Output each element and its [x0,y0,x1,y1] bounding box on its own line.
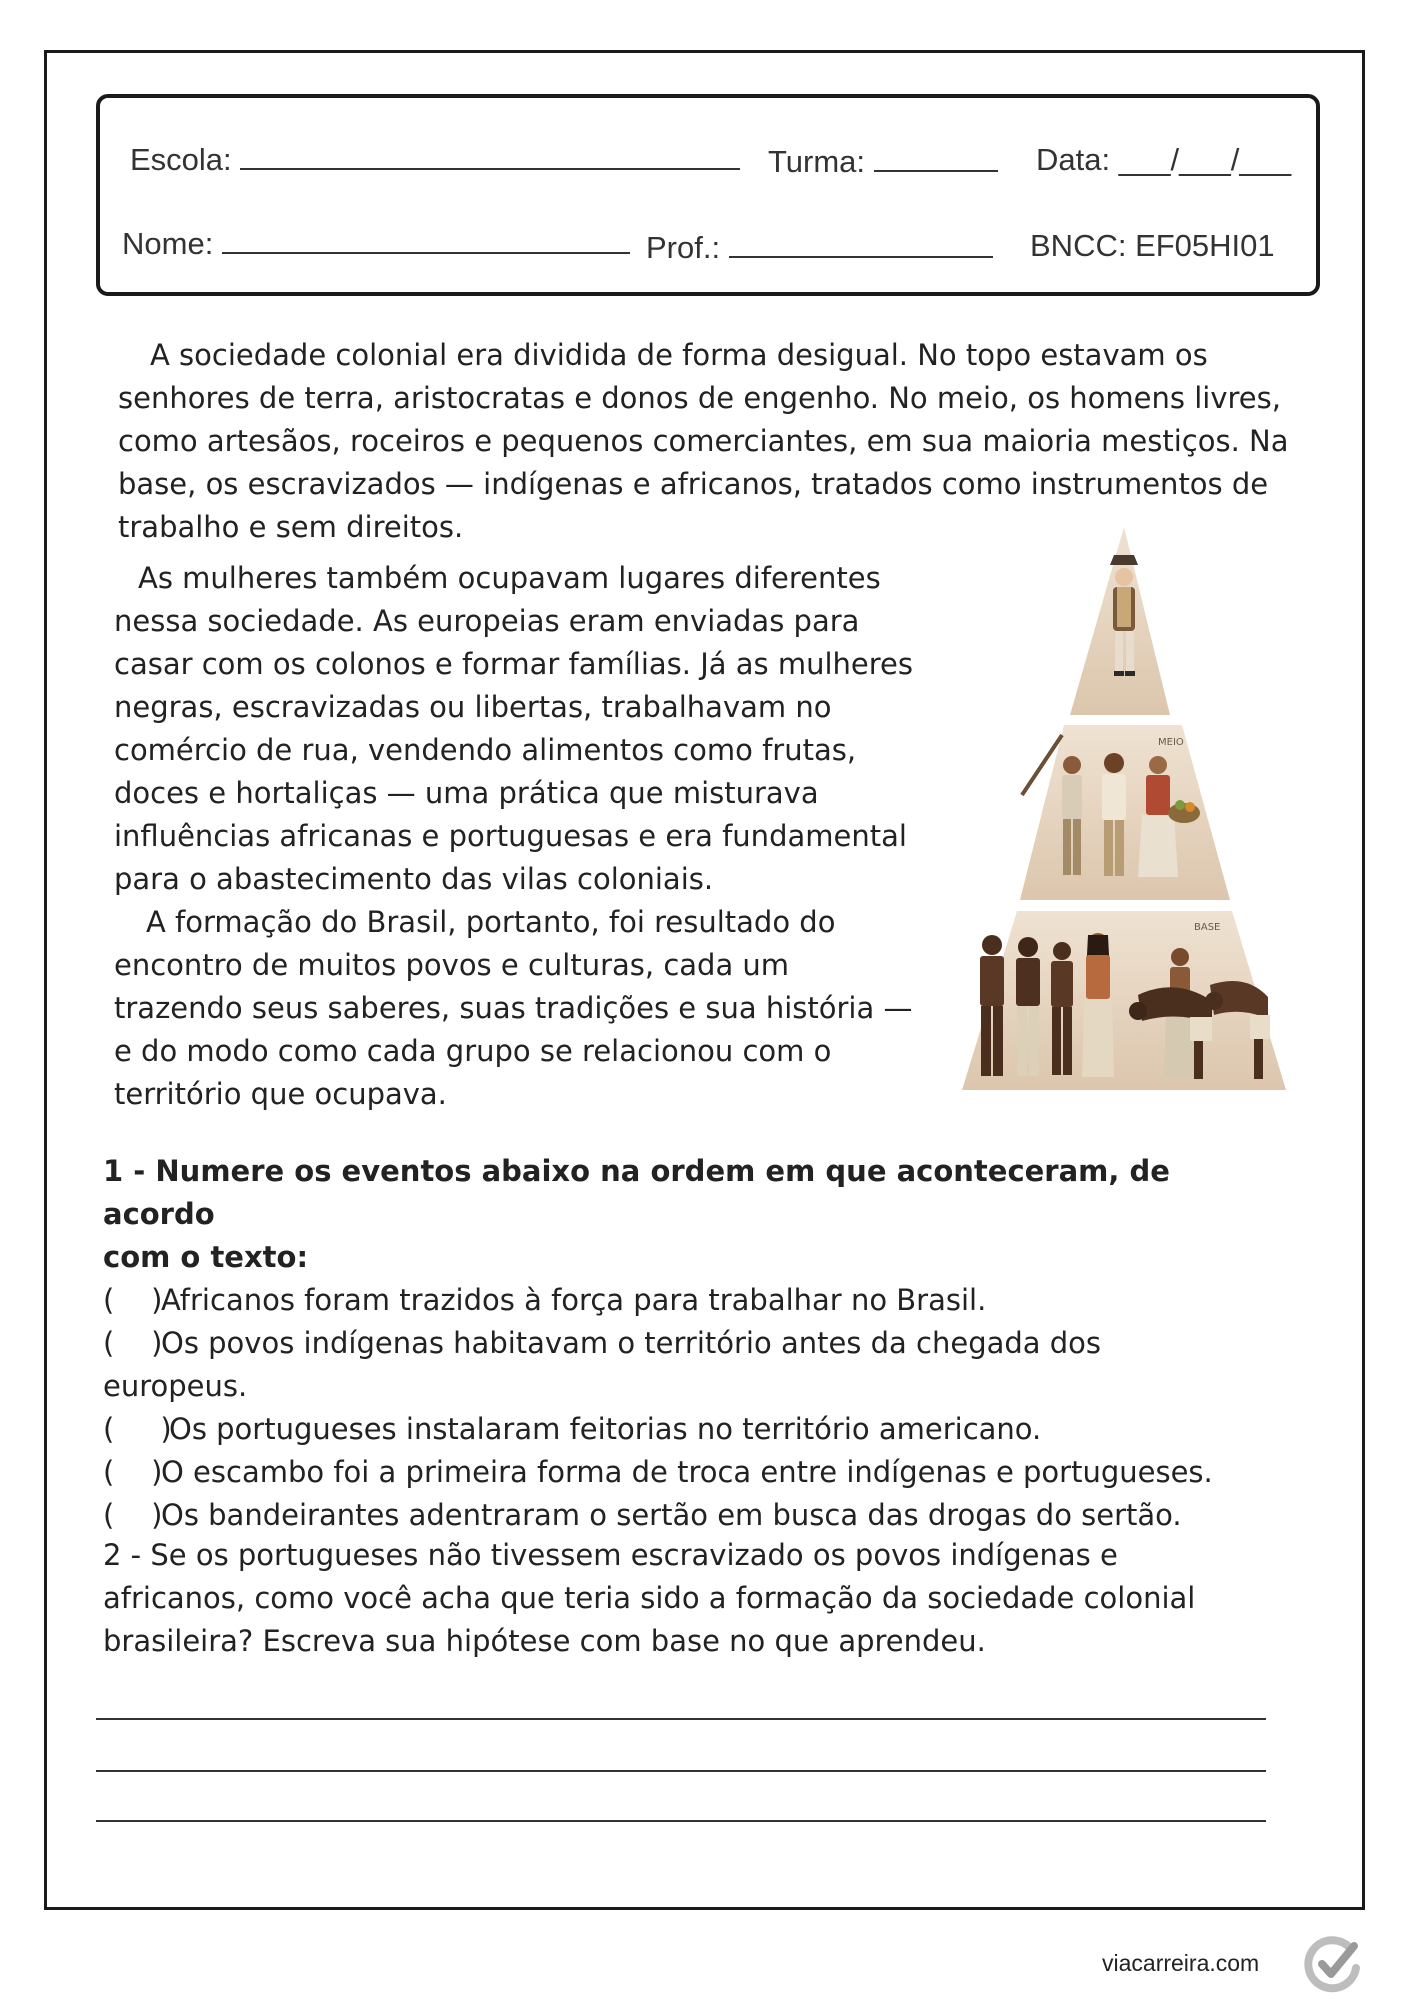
text-line: encontro de muitos povos e culturas, cada um [114,948,790,982]
event-text: Os bandeirantes adentraram o sertão em busca das drogas do sertão. [161,1498,1182,1532]
text-line: As mulheres também ocupavam lugares diferentes [138,561,881,595]
turma-field[interactable] [768,144,998,180]
answer-box[interactable]: ( ) [103,1498,163,1532]
event-item [103,1494,1263,1537]
text-line: A formação do Brasil, portanto, foi resultado do [146,905,836,939]
turma-label: Turma: [768,144,866,179]
paragraph-1 [118,334,1298,549]
text-line: senhores de terra, aristocratas e donos de engenho. No meio, os homens livres, [118,381,1281,415]
question-1 [103,1150,1263,1537]
title-line: 1 - Numere os eventos abaixo na ordem em que aconteceram, de acordo [103,1154,1170,1231]
question-2 [103,1534,1263,1663]
text-line: território que ocupava. [114,1077,447,1111]
turma-blank[interactable] [874,170,998,172]
event-text: Os portugueses instalaram feitorias no território americano. [169,1412,1042,1446]
text-line: trabalho e sem direitos. [118,510,464,544]
escola-label: Escola: [130,142,232,177]
event-text: Africanos foram trazidos à força para trabalhar no Brasil. [161,1283,987,1317]
event-text-continued: europeus. [103,1369,248,1403]
answer-box[interactable]: ( ) [103,1326,163,1360]
question-1-title [103,1150,1263,1279]
answer-line[interactable] [96,1770,1266,1772]
event-text: O escambo foi a primeira forma de troca entre indígenas e portugueses. [161,1455,1213,1489]
nome-blank[interactable] [222,252,630,254]
meio-label: MEIO [1158,737,1184,748]
prof-field[interactable] [646,230,993,266]
text-line: trazendo seus saberes, suas tradições e sua história — [114,991,913,1025]
escola-field[interactable] [130,142,740,178]
paragraph-2 [114,557,934,1116]
answer-line[interactable] [96,1820,1266,1822]
base-label: BASE [1194,922,1221,933]
prof-label: Prof.: [646,230,721,265]
text-line: negras, escravizadas ou libertas, trabalhavam no [114,690,832,724]
prof-blank[interactable] [729,256,993,258]
text-line: como artesãos, roceiros e pequenos comerciantes, em sua maioria mestiços. Na [118,424,1289,458]
question-line: africanos, como você acha que teria sido a formação da sociedade colonial [103,1581,1196,1615]
text-line: influências africanas e portuguesas e era fundamental [114,819,907,853]
text-line: doces e hortaliças — uma prática que misturava [114,776,819,810]
answer-box[interactable]: ( ) [103,1455,163,1489]
text-line: comércio de rua, vendendo alimentos como frutas, [114,733,857,767]
date-blank[interactable]: ___/___/___ [1118,142,1292,177]
question-line: brasileira? Escreva sua hipótese com base no que aprendeu. [103,1624,986,1658]
event-item [103,1279,1263,1322]
bncc-code: BNCC: EF05HI01 [1030,228,1275,263]
text-line: base, os escravizados — indígenas e africanos, tratados como instrumentos de [118,467,1269,501]
social-pyramid-illustration [962,525,1286,1095]
text-line: nessa sociedade. As europeias eram enviadas para [114,604,860,638]
text-line: e do modo como cada grupo se relacionou com o [114,1034,832,1068]
nome-label: Nome: [122,226,214,261]
question-line: 2 - Se os portugueses não tivessem escravizado os povos indígenas e [103,1538,1118,1572]
brand-url[interactable]: viacarreira.com [1102,1950,1260,1976]
text-line: casar com os colonos e formar famílias. Já as mulheres [114,647,913,681]
event-item [103,1408,1263,1451]
viacarreira-check-logo-icon [1302,1934,1362,1994]
text-line: para o abastecimento das vilas coloniais. [114,862,714,896]
text-line: A sociedade colonial era dividida de forma desigual. No topo estavam os [150,338,1208,372]
answer-line[interactable] [96,1718,1266,1720]
event-text: Os povos indígenas habitavam o território antes da chegada dos [161,1326,1102,1360]
nome-field[interactable] [122,226,630,262]
escola-blank[interactable] [240,168,740,170]
data-field[interactable] [1036,142,1291,178]
event-item [103,1451,1263,1494]
answer-box[interactable]: ( ) [103,1283,163,1317]
event-item [103,1322,1263,1408]
answer-box[interactable]: ( ) [103,1412,172,1446]
title-line: com o texto: [103,1240,309,1274]
data-label: Data: [1036,142,1111,177]
